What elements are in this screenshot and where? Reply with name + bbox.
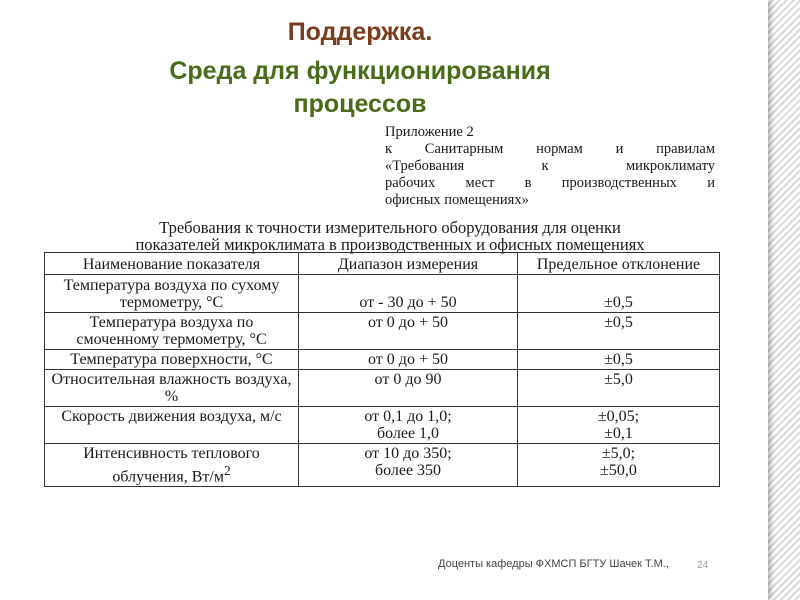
deviation-cell: [518, 407, 720, 444]
appendix-line: офисных помещениях»: [385, 192, 529, 208]
indicator-cell: Температура воздуха по смоченному термометру, °С: [45, 313, 299, 350]
deviation-cell: ±0,5: [518, 275, 720, 313]
deviation-cell: ±5,0: [518, 370, 720, 407]
range-cell: от 0 до + 50: [299, 313, 518, 350]
appendix-reference: [385, 124, 715, 209]
table-caption: [40, 219, 740, 253]
deviation-line: ±0,1: [604, 425, 633, 442]
deviation-cell: ±0,5: [518, 350, 720, 370]
appendix-line: к Санитарным нормам и правилам: [385, 141, 715, 157]
table-row: [45, 407, 720, 444]
range-line: более 1,0: [376, 425, 440, 442]
indicator-cell: Скорость движения воздуха, м/с: [45, 407, 299, 444]
deviation-line: ±5,0;: [601, 445, 636, 462]
page-number: 24: [697, 560, 709, 571]
range-line: от 10 до 350;: [364, 445, 452, 462]
table-header-cell: Наименование показателя: [45, 253, 299, 275]
table-header-cell: Предельное отклонение: [518, 253, 720, 275]
footer-author: Доценты кафедры ФХМСП БГТУ Шачек Т.М.,: [438, 558, 669, 570]
appendix-line: рабочих мест в производственных и: [385, 175, 715, 191]
deviation-cell: [518, 444, 720, 487]
indicator-cell: Относительная влажность воздуха, %: [45, 370, 299, 407]
range-line: от 0,1 до 1,0;: [364, 408, 452, 425]
slide-title-line-3: процессов: [293, 90, 427, 118]
range-cell: от - 30 до + 50: [299, 275, 518, 313]
table-row: [45, 350, 720, 370]
appendix-line: «Требования к микроклимату: [385, 158, 715, 174]
caption-line: Требования к точности измерительного оборудования для оценки: [159, 218, 621, 237]
indicator-cell: Температура воздуха по сухому термометру, °С: [45, 275, 299, 313]
range-cell: от 0 до 90: [299, 370, 518, 407]
slide-title-line-2: Среда для функционирования: [169, 57, 551, 85]
range-line: более 350: [374, 462, 442, 479]
table-header-row: [45, 253, 720, 275]
deviation-cell: ±0,5: [518, 313, 720, 350]
range-cell: от 0 до + 50: [299, 350, 518, 370]
indicator-text: Интенсивность теплового облучения, Вт/м: [83, 445, 260, 486]
range-cell: [299, 407, 518, 444]
appendix-line: Приложение 2: [385, 124, 474, 140]
table-header-cell: Диапазон измерения: [299, 253, 518, 275]
unit-exponent: 2: [223, 463, 231, 478]
table-row: [45, 444, 720, 487]
deviation-line: ±50,0: [600, 462, 637, 479]
caption-line: показателей микроклимата в производственных и офисных помещениях: [135, 235, 645, 254]
table-row: [45, 313, 720, 350]
table-row: [45, 275, 720, 313]
table-row: [45, 370, 720, 407]
slide-title-line-1: Поддержка.: [287, 18, 433, 46]
indicator-cell: Температура поверхности, °С: [45, 350, 299, 370]
accuracy-requirements-table: [44, 252, 720, 487]
deviation-line: ±0,05;: [597, 408, 640, 425]
range-cell: [299, 444, 518, 487]
indicator-cell: [45, 444, 299, 487]
